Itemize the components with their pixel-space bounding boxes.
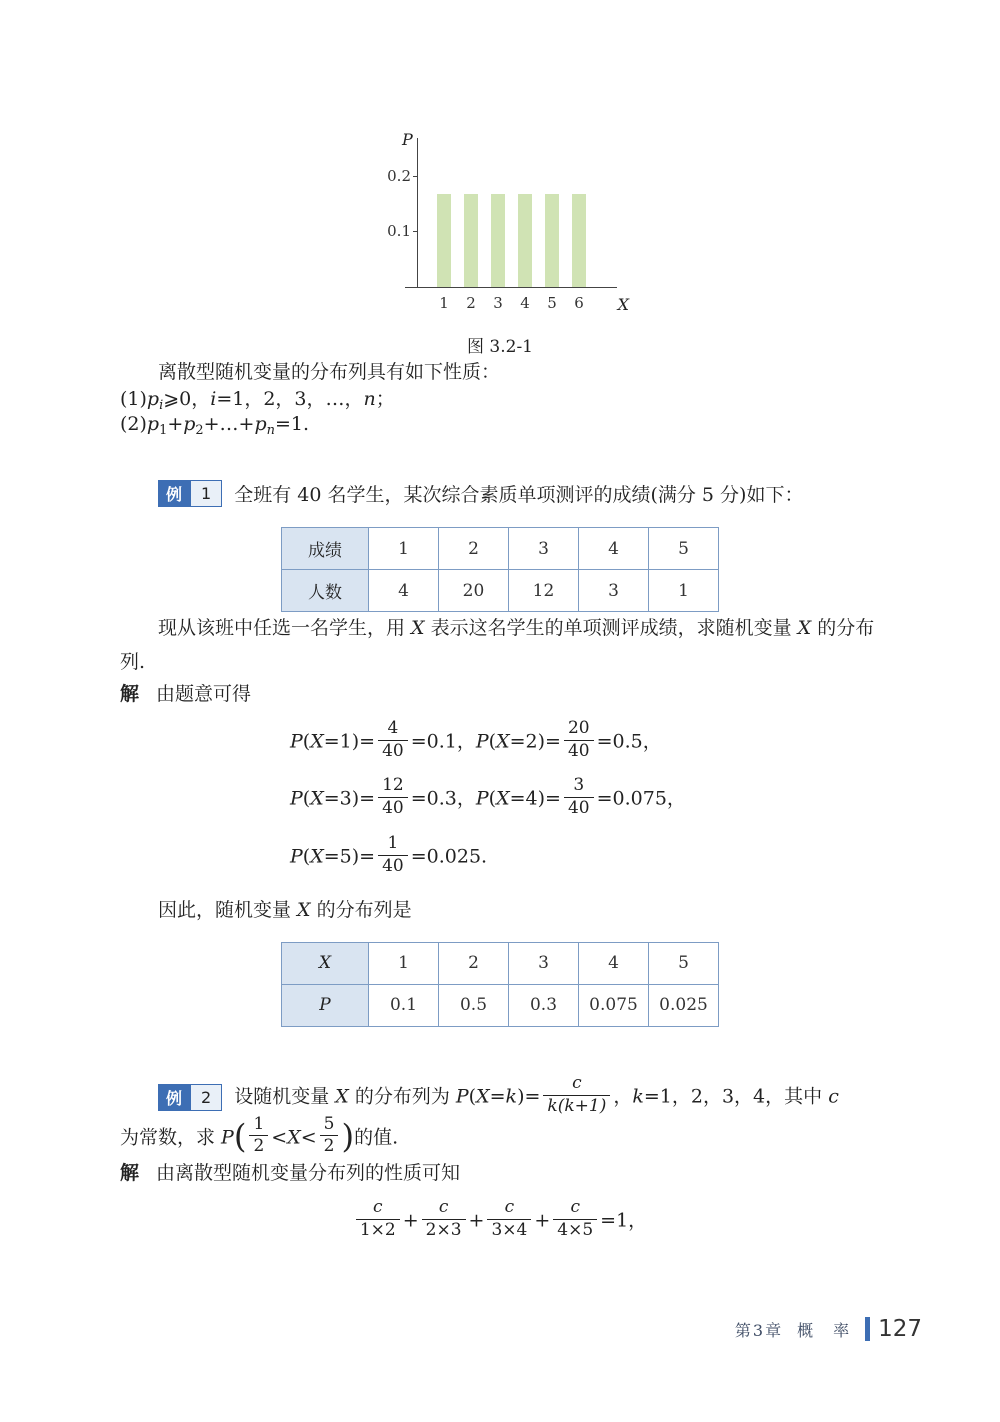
- x-tick-label: 6: [574, 294, 584, 312]
- y-axis-label: P: [402, 130, 413, 149]
- chart-bar: [545, 194, 559, 287]
- fraction: $\frac{3}{40}$: [564, 777, 594, 818]
- x-tick-label: 5: [547, 294, 557, 312]
- chart-plot: [375, 130, 629, 314]
- property-1: $(1)p_i⩾0$，i=1，2，3，…，n；: [120, 388, 395, 414]
- table-cell: 2: [439, 942, 509, 984]
- chart-bar: [491, 194, 505, 287]
- table-header-cell: 成绩: [282, 528, 369, 570]
- distribution-table: [281, 942, 719, 1027]
- table-cell: 5: [649, 528, 719, 570]
- example2-question-line2: 为常数，求 P( $\frac{1}{2}$ <X< $\frac{5}{2}$ )的值.: [120, 1113, 399, 1157]
- chart-bar: [464, 194, 478, 287]
- property-2: $(2)p_1+p_2+\dots+p_n=1$.: [120, 413, 310, 439]
- table-cell: 3: [579, 570, 649, 612]
- footer-subject: 概 率: [797, 1320, 852, 1340]
- page-footer: [735, 1316, 922, 1342]
- table-cell: 1: [649, 570, 719, 612]
- x-tick-label: 1: [439, 294, 449, 312]
- x-tick-label: 2: [466, 294, 476, 312]
- y-tick: [413, 231, 417, 232]
- x-tick-label: 3: [493, 294, 503, 312]
- fraction: $\frac{20}{40}$: [564, 720, 594, 761]
- example2-solution-line: [120, 1158, 880, 1185]
- chart-bar: [572, 194, 586, 287]
- x-axis: [405, 287, 617, 288]
- table-cell: 4: [369, 570, 439, 612]
- example2-header: [158, 1072, 880, 1118]
- y-tick-label: 0.2: [387, 167, 411, 185]
- table-cell: 1: [369, 528, 439, 570]
- example2-intro-text: 设随机变量 X 的分布列为 P(X=k)= $\frac{c}{k(k+1)}$ ，k=1，2，3，4，其中 c: [234, 1072, 839, 1116]
- fraction: $\frac{12}{40}$: [378, 777, 408, 818]
- example1-formulas: [290, 717, 880, 878]
- table-cell: 2: [439, 528, 509, 570]
- example2-formula: $\frac{c}{1\times 2}$ + $\frac{c}{2\times 3}$ + $\frac{c}{3\times 4}$ + $\frac{c}{4\times 5}$ =1，: [120, 1201, 880, 1242]
- example-badge-label: 例: [158, 1084, 190, 1111]
- footer-chapter: 第3章: [734, 1320, 784, 1340]
- figure-chart: [375, 130, 629, 314]
- table-cell: 0.025: [649, 984, 719, 1026]
- table-header-cell: X: [282, 942, 369, 984]
- y-tick-label: 0.1: [387, 222, 411, 240]
- formula-line-3: P(X=5)= $\frac{1}{40}$ =0.025.: [290, 833, 488, 876]
- intro-paragraph: 离散型随机变量的分布列具有如下性质：: [158, 361, 501, 383]
- fraction: $\frac{c}{4\times 5}$: [553, 1199, 597, 1240]
- table-header-cell: P: [282, 984, 369, 1026]
- table-cell: 4: [579, 528, 649, 570]
- table-cell: 4: [579, 942, 649, 984]
- y-axis: [417, 138, 418, 288]
- score-table: [281, 527, 719, 612]
- example1-intro-text: 全班有 40 名学生，某次综合素质单项测评的成绩(满分 5 分)如下：: [234, 484, 804, 507]
- fraction: $\frac{1}{2}$: [249, 1116, 268, 1157]
- table-header-cell: 人数: [282, 570, 369, 612]
- table-cell: 0.1: [369, 984, 439, 1026]
- example1-question: 现从该班中任选一名学生，用 X 表示这名学生的单项测评成绩，求随机变量 X 的分布列.: [120, 617, 875, 673]
- example-badge-label: 例: [158, 480, 190, 507]
- fraction: $\frac{1}{40}$: [378, 835, 408, 876]
- example1-solution-line: [120, 679, 880, 706]
- example-badge-number: 1: [190, 480, 222, 507]
- chart-bar: [518, 194, 532, 287]
- formula-line-1: P(X=1)= $\frac{4}{40}$ =0.1，P(X=2)= $\frac{20}{40}$ =0.5，: [290, 717, 662, 761]
- table-cell: 3: [509, 942, 579, 984]
- y-tick: [413, 176, 417, 177]
- fraction: $\frac{4}{40}$: [378, 720, 408, 761]
- fraction: $\frac{c}{1\times 2}$: [356, 1199, 400, 1240]
- table-cell: 1: [369, 942, 439, 984]
- table-cell: 0.3: [509, 984, 579, 1026]
- table-row: [282, 942, 719, 984]
- fraction: $\frac{c}{k(k+1)}$: [543, 1075, 610, 1116]
- chart-bar: [437, 194, 451, 287]
- table-row: [282, 984, 719, 1026]
- table-cell: 20: [439, 570, 509, 612]
- figure-caption: 图 3.2-1: [467, 337, 533, 357]
- table-row: [282, 570, 719, 612]
- table-cell: 12: [509, 570, 579, 612]
- example2-badge: [158, 1084, 222, 1111]
- fraction: $\frac{5}{2}$: [320, 1116, 339, 1157]
- table-cell: 5: [649, 942, 719, 984]
- footer-page-number: 127: [878, 1316, 922, 1342]
- x-tick-label: 4: [520, 294, 530, 312]
- table-row: [282, 528, 719, 570]
- solution-intro: 由离散型随机变量分布列的性质可知: [156, 1162, 461, 1185]
- example1-header: [158, 480, 880, 507]
- table-cell: 0.5: [439, 984, 509, 1026]
- table-cell: 3: [509, 528, 579, 570]
- solution-label: 解: [120, 1162, 140, 1185]
- page-content: [0, 357, 1000, 1242]
- fraction: $\frac{c}{3\times 4}$: [487, 1199, 531, 1240]
- solution-label: 解: [120, 682, 140, 705]
- footer-divider: [865, 1317, 870, 1341]
- example1-conclusion: 因此，随机变量 X 的分布列是: [158, 898, 412, 921]
- example1-badge: [158, 480, 222, 507]
- solution-intro: 由题意可得: [156, 682, 252, 705]
- formula-line-2: P(X=3)= $\frac{12}{40}$ =0.3，P(X=4)= $\frac{3}{40}$ =0.075，: [290, 775, 686, 819]
- table-cell: 0.075: [579, 984, 649, 1026]
- example-badge-number: 2: [190, 1084, 222, 1111]
- x-axis-label: X: [617, 295, 629, 314]
- fraction: $\frac{c}{2\times 3}$: [422, 1199, 466, 1240]
